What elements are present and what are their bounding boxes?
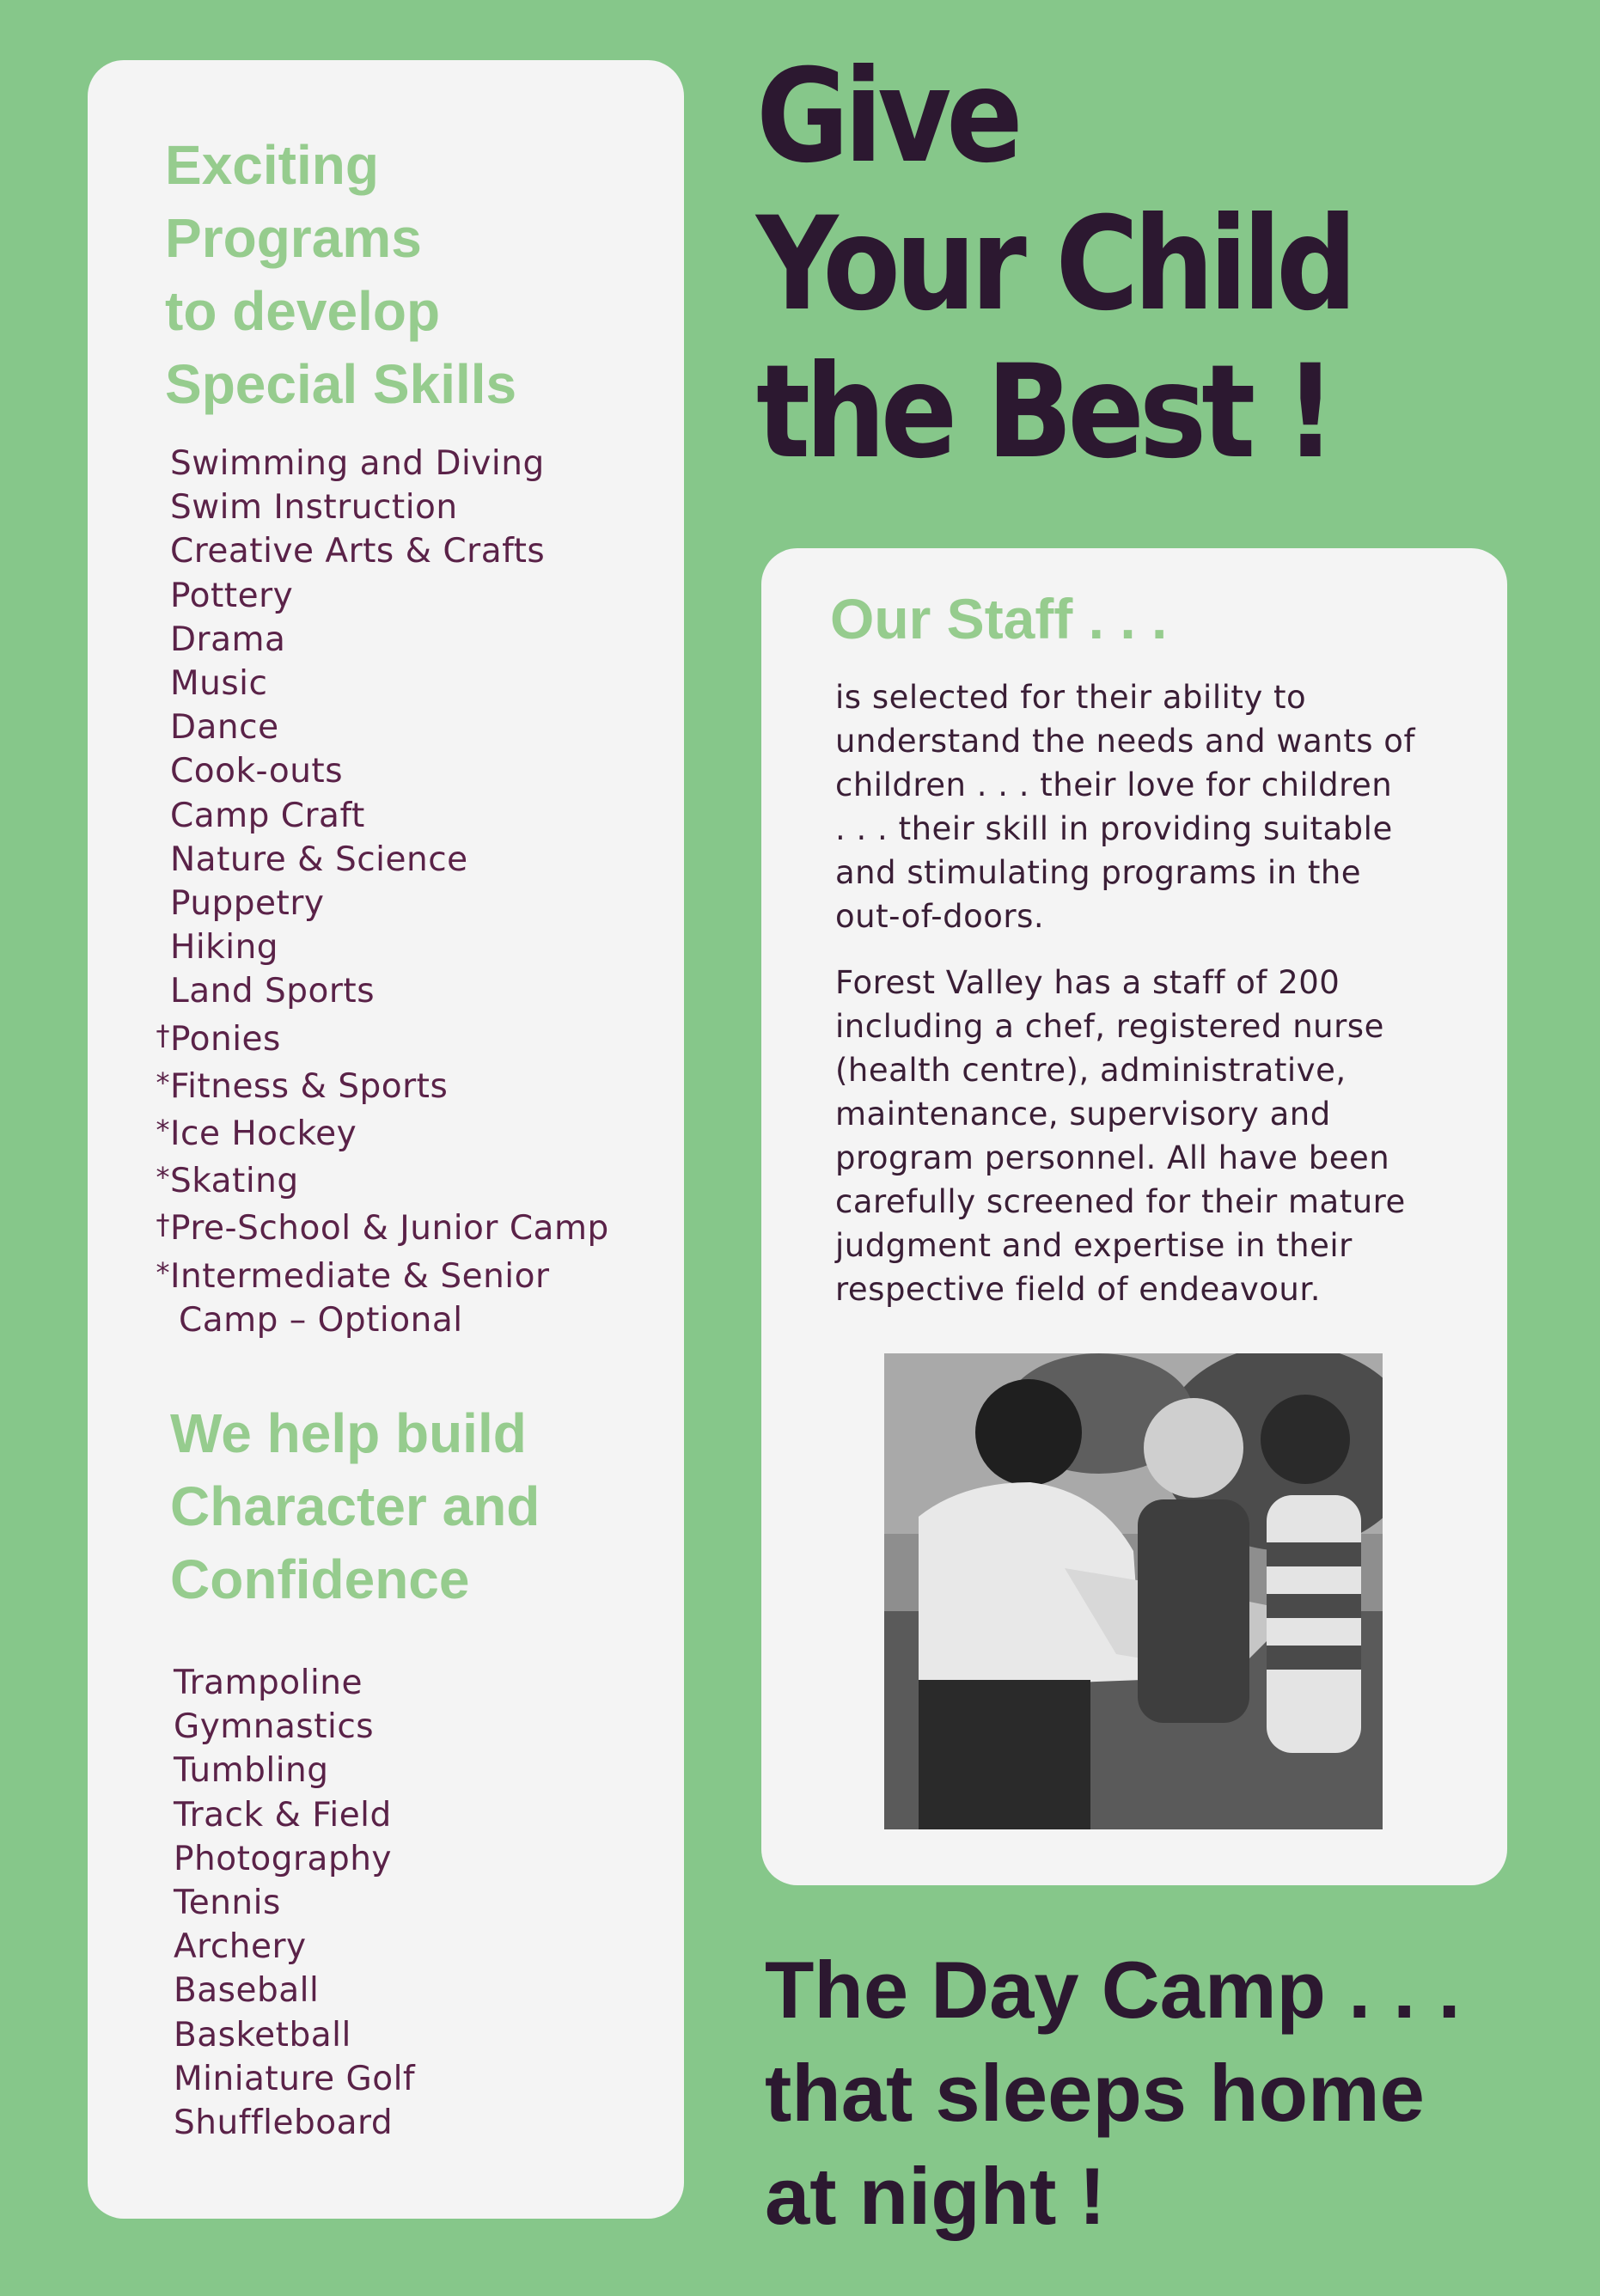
item-text: Intermediate & Senior: [170, 1256, 550, 1296]
list-item: [148, 1061, 609, 1108]
programs-panel: [88, 60, 684, 2219]
character-heading: [170, 1397, 540, 1616]
staff-photo: [884, 1353, 1383, 1829]
item-text: Fitness & Sports: [170, 1066, 449, 1106]
list-item: [148, 882, 609, 925]
list-item: [148, 1203, 609, 1250]
dagger-mark: †: [156, 1018, 170, 1052]
asterisk-mark: *: [156, 1066, 170, 1099]
counselor-with-children-image: [884, 1353, 1383, 1829]
list-item: Archery: [174, 1927, 307, 1967]
list-item: Gymnastics: [174, 1707, 375, 1747]
list-item: Baseball: [174, 1971, 320, 2011]
item-text: Skating: [170, 1162, 299, 1201]
item-text: Creative Arts & Crafts: [170, 532, 546, 571]
skills-list: [148, 442, 609, 1342]
tagline-line: at night !: [765, 2151, 1106, 2241]
list-item: Miniature Golf: [174, 2059, 416, 2098]
item-text: Dance: [170, 708, 279, 748]
text-line: (health centre), administrative,: [835, 1052, 1347, 1089]
item-text: Swimming and Diving: [170, 444, 545, 483]
text-line: . . . their skill in providing suitable: [835, 810, 1393, 847]
staff-paragraph: [835, 675, 1454, 938]
item-text: Nature & Science: [170, 840, 468, 879]
heading-line: We help build: [170, 1402, 527, 1464]
list-item: [148, 529, 609, 573]
asterisk-mark: *: [156, 1114, 170, 1147]
item-text: Swim Instruction: [170, 488, 458, 528]
staff-panel: [761, 548, 1507, 1885]
heading-line: Exciting: [165, 134, 379, 196]
text-line: including a chef, registered nurse: [835, 1008, 1384, 1045]
list-item: [148, 1251, 609, 1298]
text-line: carefully screened for their mature: [835, 1183, 1406, 1220]
tagline: [765, 1939, 1461, 2248]
skills-heading: [165, 129, 516, 421]
list-item: [148, 705, 609, 749]
text-line: is selected for their ability to: [835, 679, 1307, 716]
text-line: program personnel. All have been: [835, 1139, 1390, 1176]
list-item: Tumbling: [174, 1751, 329, 1791]
list-item: [148, 1014, 609, 1061]
list-item: Photography: [174, 1839, 392, 1878]
list-item: Trampoline: [174, 1664, 363, 1702]
text-line: children . . . their love for children: [835, 766, 1393, 803]
text-line: out-of-doors.: [835, 898, 1045, 935]
headline-line: the Best !: [756, 338, 1331, 487]
text-line: and stimulating programs in the: [835, 854, 1362, 891]
item-text: Land Sports: [170, 972, 376, 1011]
headline-line: Give: [756, 42, 1018, 192]
list-item: [148, 838, 609, 882]
list-item: Basketball: [174, 2015, 351, 2055]
list-item: [148, 574, 609, 618]
heading-line: Character and: [170, 1475, 540, 1537]
list-item: [148, 442, 609, 485]
character-list: [174, 1661, 415, 2145]
item-text: Camp Craft: [170, 796, 365, 835]
tagline-line: that sleeps home: [765, 2048, 1425, 2138]
heading-line: Confidence: [170, 1548, 470, 1610]
list-item: [148, 1108, 609, 1156]
headline-line: Your Child: [756, 190, 1353, 339]
text-line: Forest Valley has a staff of 200: [835, 964, 1340, 1001]
heading-line: Special Skills: [165, 353, 517, 415]
list-item: [148, 618, 609, 662]
list-item: [148, 662, 609, 705]
item-text: Pre-School & Junior Camp: [170, 1209, 609, 1249]
list-item: [148, 794, 609, 838]
list-item: [148, 1156, 609, 1203]
staff-paragraph: [835, 961, 1454, 1311]
item-text: Cook-outs: [170, 752, 344, 791]
main-headline: [756, 43, 1352, 486]
item-text: Pottery: [170, 576, 294, 615]
heading-line: Programs: [165, 207, 422, 269]
list-item: Tennis: [174, 1884, 281, 1923]
list-item-continuation: Camp – Optional: [179, 1300, 463, 1340]
item-text: Ponies: [170, 1019, 281, 1059]
list-item: [148, 925, 609, 969]
text-line: respective field of endeavour.: [835, 1271, 1321, 1308]
asterisk-mark: *: [156, 1255, 170, 1289]
dagger-mark: †: [156, 1208, 170, 1242]
list-item: [148, 749, 609, 793]
heading-line: to develop: [165, 280, 441, 342]
list-item: Track & Field: [174, 1795, 392, 1835]
item-text: Ice Hockey: [170, 1114, 357, 1154]
item-text: Drama: [170, 620, 286, 659]
text-line: maintenance, supervisory and: [835, 1096, 1331, 1133]
asterisk-mark: *: [156, 1161, 170, 1194]
item-text: Puppetry: [170, 884, 325, 924]
list-item: Shuffleboard: [174, 2104, 394, 2143]
text-line: judgment and expertise in their: [835, 1227, 1353, 1264]
item-text: Music: [170, 664, 268, 704]
list-item: [148, 969, 609, 1013]
text-line: understand the needs and wants of: [835, 723, 1415, 760]
tagline-line: The Day Camp . . .: [765, 1945, 1461, 2035]
list-item: [148, 485, 609, 529]
item-text: Hiking: [170, 928, 279, 968]
staff-heading: Our Staff . . .: [830, 587, 1168, 650]
